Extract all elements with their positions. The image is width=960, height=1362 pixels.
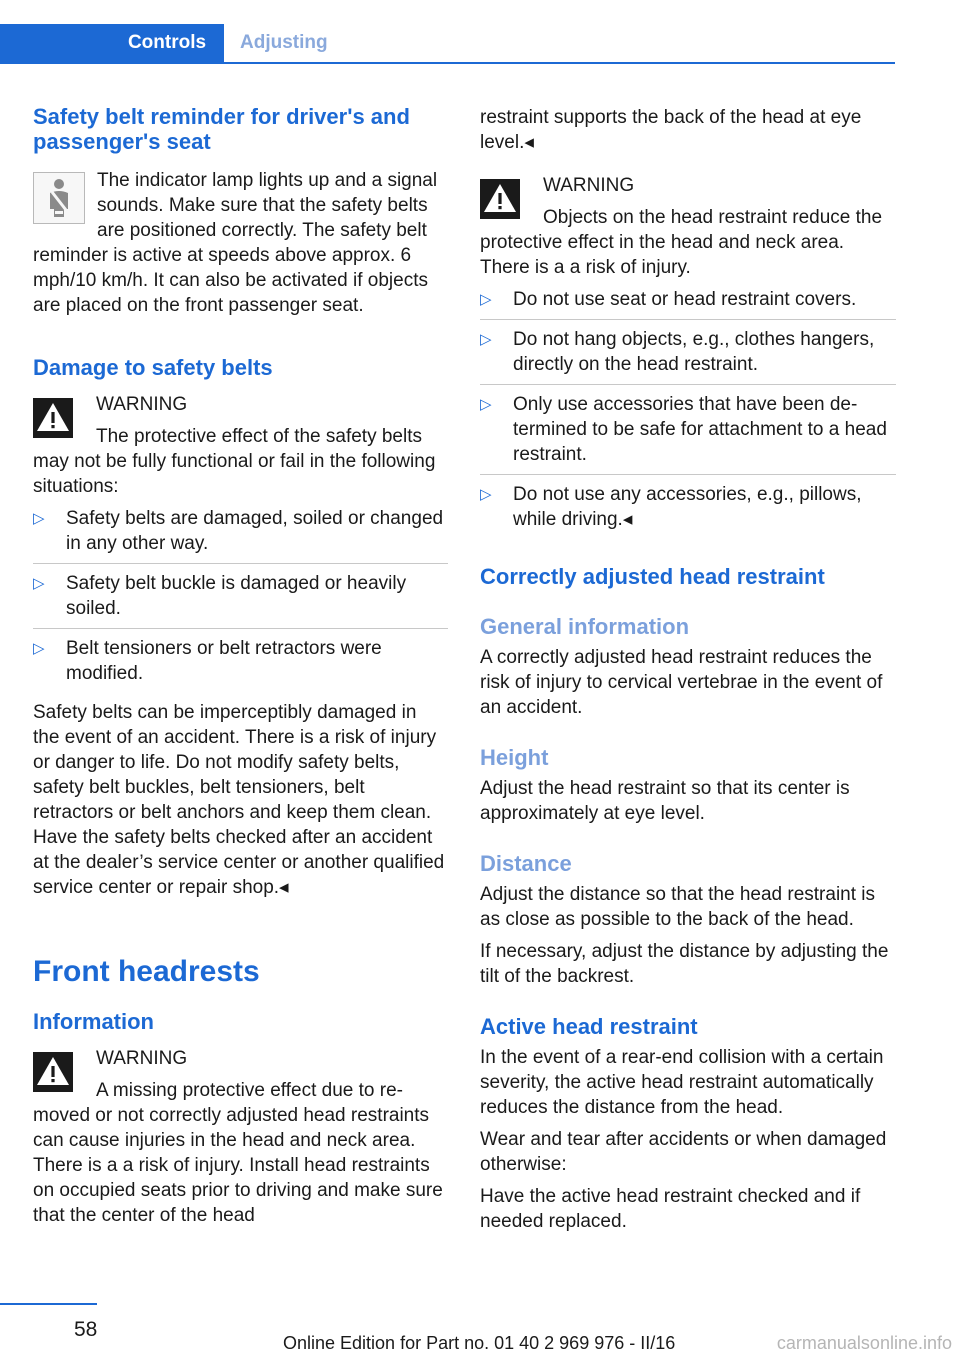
heading-distance: Distance (480, 851, 572, 876)
right-column (480, 100, 896, 1234)
info-warning-block (33, 1046, 448, 1228)
edition-note: Online Edition for Part no. 01 40 2 969 976 - II/16 (283, 1333, 676, 1353)
tab-adjusting[interactable] (240, 24, 328, 62)
heading-damage-belts: Damage to safety belts (33, 355, 273, 380)
height-text: Adjust the head restraint so that its center is approximately at eye level. (480, 778, 850, 824)
objects-list (480, 287, 896, 539)
continued-warning-text: restraint supports the back of the head at eye level.◂ (480, 107, 862, 153)
distance-text-1: Adjust the distance so that the head restraint is as close as possible to the back of the head. (480, 884, 876, 930)
triangle-bullet-icon: ▷ (33, 640, 45, 657)
triangle-bullet-icon: ▷ (33, 575, 45, 592)
general-text: A correctly adjusted head restraint reduces the risk of injury to cervical vertebrae in the event of an accident. (480, 647, 883, 718)
watermark: carmanualsonline.info (776, 1333, 952, 1353)
active-text-1: In the event of a rear-end collision with a certain severity, the active head restraint automatically reduces the distance from the head. (480, 1047, 884, 1118)
list-item: ▷ Safety belt buckle is damaged or heavily soiled. (33, 571, 448, 629)
triangle-bullet-icon: ▷ (480, 396, 492, 413)
warning-triangle-icon (33, 1052, 84, 1097)
warning-label: WARNING (96, 1048, 188, 1069)
belt-reminder-section (33, 168, 448, 318)
heading-height: Height (480, 745, 549, 770)
left-column (33, 100, 448, 1228)
page-number: 58 (74, 1318, 98, 1341)
heading-information: Information (33, 1009, 154, 1034)
active-text-3: Have the active head restraint checked and if needed replaced. (480, 1186, 861, 1232)
tab-controls-label: Controls (127, 32, 207, 53)
info-warning-text: A missing protective effect due to removed or not correctly adjusted head restraints can cause injuries in the head and neck area. There is a a risk of injury. Install head restraints on occupied seats prior to driving and make sure that the center of the head (33, 1080, 443, 1226)
active-text-2: Wear and tear after accidents or when damaged otherwise: (480, 1129, 887, 1175)
damage-warning-block (33, 392, 448, 499)
triangle-bullet-icon: ▷ (480, 331, 492, 348)
warning-triangle-icon (480, 179, 531, 224)
list-item: ▷ Only use accessories that have been determined to be safe for attachment to a head restraint. (480, 392, 896, 475)
heading-belt-reminder: Safety belt reminder for driver's and passenger's seat (33, 104, 410, 154)
belt-reminder-text: The indicator lamp lights up and a signal sounds. Make sure that the safety belts are positioned correctly. The safety belt reminder is active at speeds above approx. 6 mph/10 km/h. It can also be activated if objects are placed on the front passenger seat. (33, 170, 438, 316)
distance-text-2: If necessary, adjust the distance by adjusting the tilt of the backrest. (480, 941, 889, 987)
warning-label: WARNING (96, 394, 188, 415)
list-item: ▷ Do not use any accessories, e.g., pillows, while driving.◂ (480, 484, 862, 530)
seatbelt-indicator-icon (33, 172, 85, 224)
objects-warning-text: Objects on the head restraint reduce the protective effect in the head and neck area. There is a a risk of injury. (480, 207, 883, 278)
damage-text: Safety belts can be imperceptibly damaged in the event of an accident. There is a risk of injury or danger to life. Do not modify safety belts, safety belt buckles, belt tensioners, belt retractors or belt anchors and keep them clean. Have the safety belts checked after an accident at the dealer’s service center or another qualified service center or repair shop.◂ (33, 702, 445, 898)
list-item: ▷ Do not hang objects, e.g., clothes hangers, directly on the head restraint. (480, 327, 896, 385)
heading-general-information: General information (480, 614, 690, 639)
warning-label: WARNING (543, 175, 635, 196)
list-item: ▷ Do not use seat or head restraint covers. (480, 287, 896, 320)
triangle-bullet-icon: ▷ (480, 291, 492, 308)
heading-active-head-restraint: Active head restraint (480, 1014, 698, 1039)
triangle-bullet-icon: ▷ (33, 510, 45, 527)
objects-warning-block (480, 173, 896, 280)
warning-triangle-icon (33, 398, 84, 443)
chapter-tabbar (0, 24, 895, 64)
heading-front-headrests: Front headrests (33, 955, 260, 988)
damage-warning-text: The protective effect of the safety belts may not be fully functional or fail in the following situations: (33, 426, 436, 497)
footer-rule (0, 1303, 97, 1305)
heading-correctly-adjusted: Correctly adjusted head restraint (480, 564, 825, 589)
damage-conditions-list (33, 506, 448, 693)
list-item: ▷ Belt tensioners or belt retractors were modified. (33, 638, 382, 684)
list-item: ▷ Safety belts are damaged, soiled or changed in any other way. (33, 506, 448, 564)
triangle-bullet-icon: ▷ (480, 486, 492, 503)
tab-controls[interactable] (0, 24, 224, 62)
tab-adjusting-label: Adjusting (240, 32, 328, 53)
